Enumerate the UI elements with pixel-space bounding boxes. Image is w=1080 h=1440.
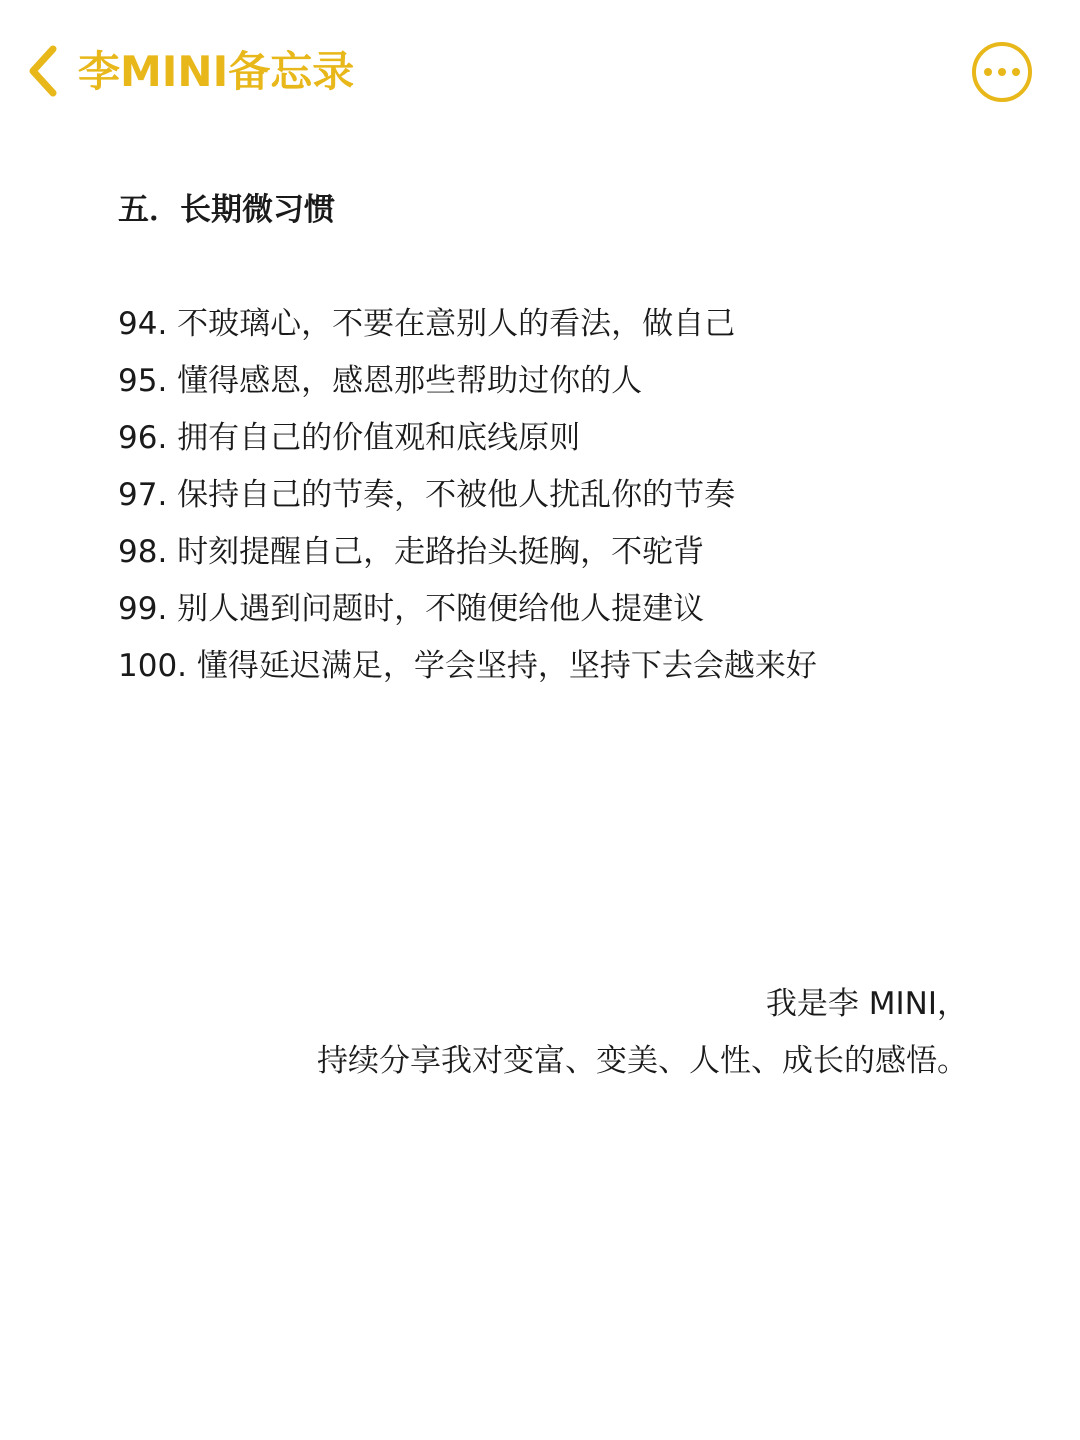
habit-item-99: 99. 别人遇到问题时，不随便给他人提建议 [118,591,705,627]
habit-item-97: 97. 保持自己的节奏，不被他人扰乱你的节奏 [118,477,736,513]
habit-item-100: 100. 懂得延迟满足，学会坚持，坚持下去会越来好 [118,648,817,684]
more-button[interactable] [972,42,1032,102]
more-dot [1012,68,1020,76]
back-button[interactable] [18,40,66,102]
author-signature [317,976,968,1090]
more-dot [998,68,1006,76]
more-dot [984,68,992,76]
habit-item-94: 94. 不玻璃心，不要在意别人的看法，做自己 [118,306,736,342]
page-title: 李MINI备忘录 [78,47,355,96]
signature-line-2: 持续分享我对变富、变美、人性、成长的感悟。 [317,1043,968,1079]
section-title: 五．长期微习惯 [118,192,335,228]
signature-line-1: 我是李 MINI， [765,986,968,1022]
habit-list [118,296,817,695]
habit-item-95: 95. 懂得感恩，感恩那些帮助过你的人 [118,363,643,399]
nav-bar [0,0,1080,140]
chevron-left-icon [25,44,59,98]
habit-item-96: 96. 拥有自己的价值观和底线原则 [118,420,581,456]
habit-item-98: 98. 时刻提醒自己，走路抬头挺胸，不驼背 [118,534,705,570]
